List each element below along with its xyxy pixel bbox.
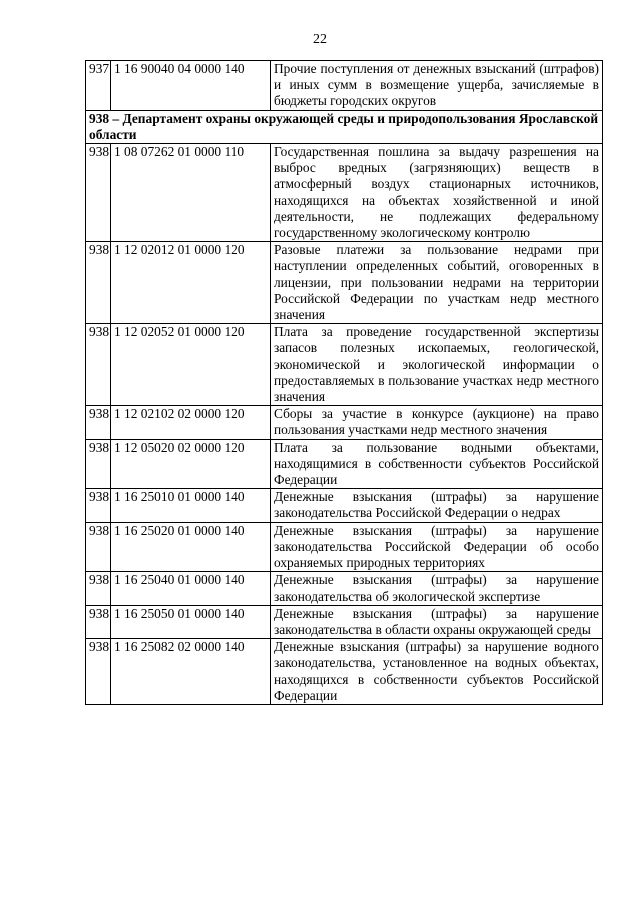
revenue-codes-table xyxy=(85,60,603,705)
kbk-cell: 1 16 25082 02 0000 140 xyxy=(111,639,271,705)
revenue-name-cell: Разовые платежи за пользование недрами при наступлении определенных событий, оговоренных в лицензии, при пользовании недрами на территории Российской Федерации по участкам недр местного значения xyxy=(271,242,603,324)
admin-code-cell: 938 xyxy=(86,242,111,324)
admin-code-cell: 938 xyxy=(86,605,111,638)
kbk-cell: 1 12 05020 02 0000 120 xyxy=(111,439,271,489)
revenue-name-cell: Денежные взыскания (штрафы) за нарушение законодательства в области охраны окружающей среды xyxy=(271,605,603,638)
kbk-cell: 1 16 25050 01 0000 140 xyxy=(111,605,271,638)
table-row xyxy=(86,522,603,572)
admin-code-cell: 938 xyxy=(86,144,111,242)
revenue-name-cell: Сборы за участие в конкурсе (аукционе) на право пользования участками недр местного значения xyxy=(271,406,603,439)
kbk-cell: 1 16 25010 01 0000 140 xyxy=(111,489,271,522)
revenue-name-cell: Денежные взыскания (штрафы) за нарушение водного законодательства, установленное на водных объектах, находящихся в собственности субъектов Российской Федерации xyxy=(271,639,603,705)
revenue-name-cell: Денежные взыскания (штрафы) за нарушение законодательства Российской Федерации об особо охраняемых природных территориях xyxy=(271,522,603,572)
table-row xyxy=(86,605,603,638)
admin-code-cell: 938 xyxy=(86,324,111,406)
table-row xyxy=(86,406,603,439)
admin-code-cell: 938 xyxy=(86,489,111,522)
revenue-name-cell: Государственная пошлина за выдачу разрешения на выброс вредных (загрязняющих) веществ в атмосферный воздух стационарных источников, находящихся на объектах хозяйственной и иной деятельности, не подлежащих федеральному государственному экологическому контролю xyxy=(271,144,603,242)
page-number: 22 xyxy=(313,32,327,47)
table-row xyxy=(86,144,603,242)
admin-code-cell: 938 xyxy=(86,639,111,705)
admin-code-cell: 938 xyxy=(86,406,111,439)
kbk-cell: 1 16 90040 04 0000 140 xyxy=(111,61,271,111)
table-row xyxy=(86,489,603,522)
revenue-name-cell: Прочие поступления от денежных взысканий (штрафов) и иных сумм в возмещение ущерба, зачисляемые в бюджеты городских округов xyxy=(271,61,603,111)
kbk-cell: 1 12 02102 02 0000 120 xyxy=(111,406,271,439)
section-heading: 938 – Департамент охраны окружающей среды и природопользования Ярославской области xyxy=(86,110,603,143)
table-row xyxy=(86,242,603,324)
revenue-name-cell: Плата за пользование водными объектами, находящимися в собственности субъектов Российской Федерации xyxy=(271,439,603,489)
kbk-cell: 1 12 02012 01 0000 120 xyxy=(111,242,271,324)
table-row xyxy=(86,439,603,489)
admin-code-cell: 938 xyxy=(86,522,111,572)
table-row xyxy=(86,572,603,605)
table-row xyxy=(86,61,603,111)
revenue-name-cell: Плата за проведение государственной экспертизы запасов полезных ископаемых, геологической, экономической и экологической информации о предоставляемых в пользование участках недр местного значения xyxy=(271,324,603,406)
kbk-cell: 1 08 07262 01 0000 110 xyxy=(111,144,271,242)
admin-code-cell: 938 xyxy=(86,572,111,605)
kbk-cell: 1 16 25040 01 0000 140 xyxy=(111,572,271,605)
revenue-name-cell: Денежные взыскания (штрафы) за нарушение законодательства Российской Федерации о недрах xyxy=(271,489,603,522)
section-heading-row xyxy=(86,110,603,143)
table-row xyxy=(86,639,603,705)
table-row xyxy=(86,324,603,406)
kbk-cell: 1 12 02052 01 0000 120 xyxy=(111,324,271,406)
admin-code-cell: 938 xyxy=(86,439,111,489)
revenue-name-cell: Денежные взыскания (штрафы) за нарушение законодательства об экологической экспертизе xyxy=(271,572,603,605)
kbk-cell: 1 16 25020 01 0000 140 xyxy=(111,522,271,572)
admin-code-cell: 937 xyxy=(86,61,111,111)
